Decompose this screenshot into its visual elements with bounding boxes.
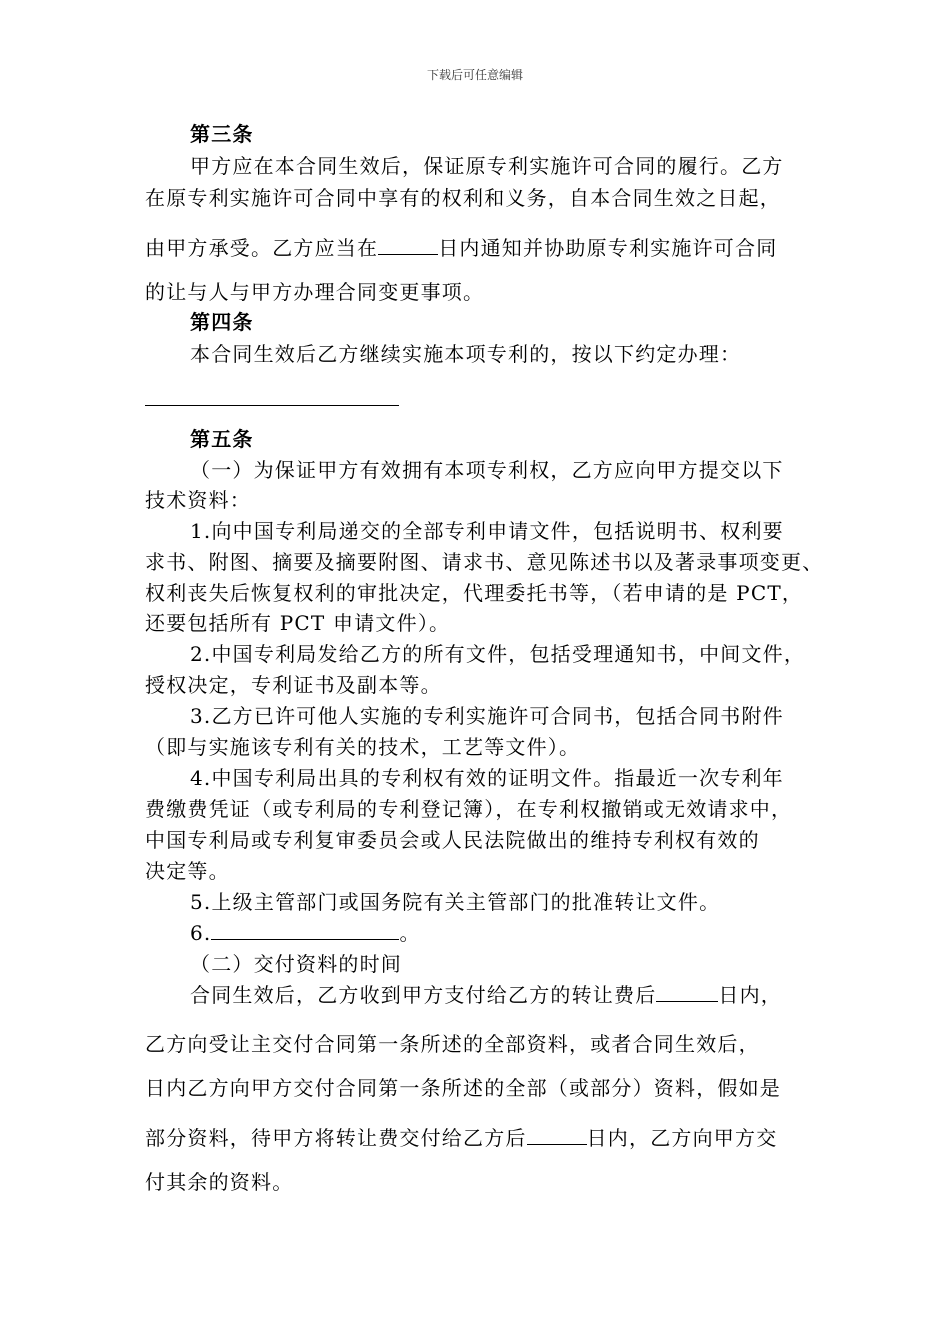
article-3-line-3-end: 日内通知并协助原专利实施许可合同: [438, 236, 778, 260]
item-4-line-4: 决定等。: [145, 859, 230, 883]
article-3-line-2: 在原专利实施许可合同中享有的权利和义务，自本合同生效之日起，: [145, 186, 781, 210]
delivery-days-blank: [656, 983, 718, 1002]
item-1-line-1: 1.向中国专利局递交的全部专利申请文件，包括说明书、权利要: [190, 519, 784, 543]
delivery-line-4: [145, 1124, 777, 1152]
article-5-heading: 第五条: [190, 427, 254, 451]
delivery-line-1-end: 日内，: [718, 983, 783, 1007]
article-3-line-3-start: 由甲方承受。乙方应当在: [145, 236, 379, 260]
item-6-blank: [211, 921, 399, 940]
item-6-period: 。: [399, 921, 421, 945]
remainder-days-blank: [527, 1126, 587, 1145]
delivery-line-4-start: 部分资料，待甲方将转让费交付给乙方后: [145, 1126, 527, 1150]
section-1-line-2: 技术资料：: [145, 488, 251, 512]
delivery-line-4-end: 日内，乙方向甲方交: [586, 1126, 778, 1150]
article-4-heading: 第四条: [190, 310, 254, 334]
fill-in-rule: [145, 405, 399, 406]
item-6-number: 6.: [190, 921, 212, 945]
item-4-line-2: 费缴费凭证（或专利局的专利登记簿），在专利权撤销或无效请求中，: [145, 797, 793, 821]
delivery-line-5: 付其余的资料。: [145, 1170, 294, 1194]
delivery-line-1: [190, 981, 782, 1009]
article-3-line-1: 甲方应在本合同生效后，保证原专利实施许可合同的履行。乙方: [190, 154, 784, 178]
delivery-line-3: 日内乙方向甲方交付合同第一条所述的全部（或部分）资料，假如是: [145, 1076, 781, 1100]
delivery-line-2: 乙方向受让主交付合同第一条所述的全部资料，或者合同生效后，: [145, 1032, 760, 1056]
days-blank: [378, 236, 438, 255]
item-2-line-2: 授权决定，专利证书及副本等。: [145, 673, 442, 697]
item-4-line-3: 中国专利局或专利复审委员会或人民法院做出的维持专利权有效的: [145, 828, 760, 852]
item-1-line-3: 权利丧失后恢复权利的审批决定，代理委托书等，（若申请的是 PCT，: [145, 581, 804, 605]
section-2-heading: （二）交付资料的时间: [190, 952, 402, 976]
item-4-line-1: 4.中国专利局出具的专利权有效的证明文件。指最近一次专利年: [190, 766, 784, 790]
item-5-line: 5.上级主管部门或国务院有关主管部门的批准转让文件。: [190, 890, 721, 914]
article-4-line-1: 本合同生效后乙方继续实施本项专利的，按以下约定办理：: [190, 342, 742, 366]
item-1-line-4: 还要包括所有 PCT 申请文件）。: [145, 611, 451, 635]
delivery-line-1-start: 合同生效后，乙方收到甲方支付给乙方的转让费后: [190, 983, 657, 1007]
item-2-line-1: 2.中国专利局发给乙方的所有文件，包括受理通知书，中间文件，: [190, 642, 806, 666]
item-1-line-2: 求书、附图、摘要及摘要附图、请求书、意见陈述书以及著录事项变更、: [145, 550, 824, 574]
article-3-heading: 第三条: [190, 122, 254, 146]
section-1-line-1: （一）为保证甲方有效拥有本项专利权，乙方应向甲方提交以下: [190, 458, 784, 482]
page-header: 下载后可任意编辑: [426, 68, 523, 82]
article-3-line-3: [145, 234, 777, 262]
item-6-line: [190, 919, 421, 947]
article-3-line-4: 的让与人与甲方办理合同变更事项。: [145, 280, 485, 304]
item-3-line-2: （即与实施该专利有关的技术，工艺等文件）。: [145, 735, 581, 759]
item-3-line-1: 3.乙方已许可他人实施的专利实施许可合同书，包括合同书附件: [190, 704, 784, 728]
